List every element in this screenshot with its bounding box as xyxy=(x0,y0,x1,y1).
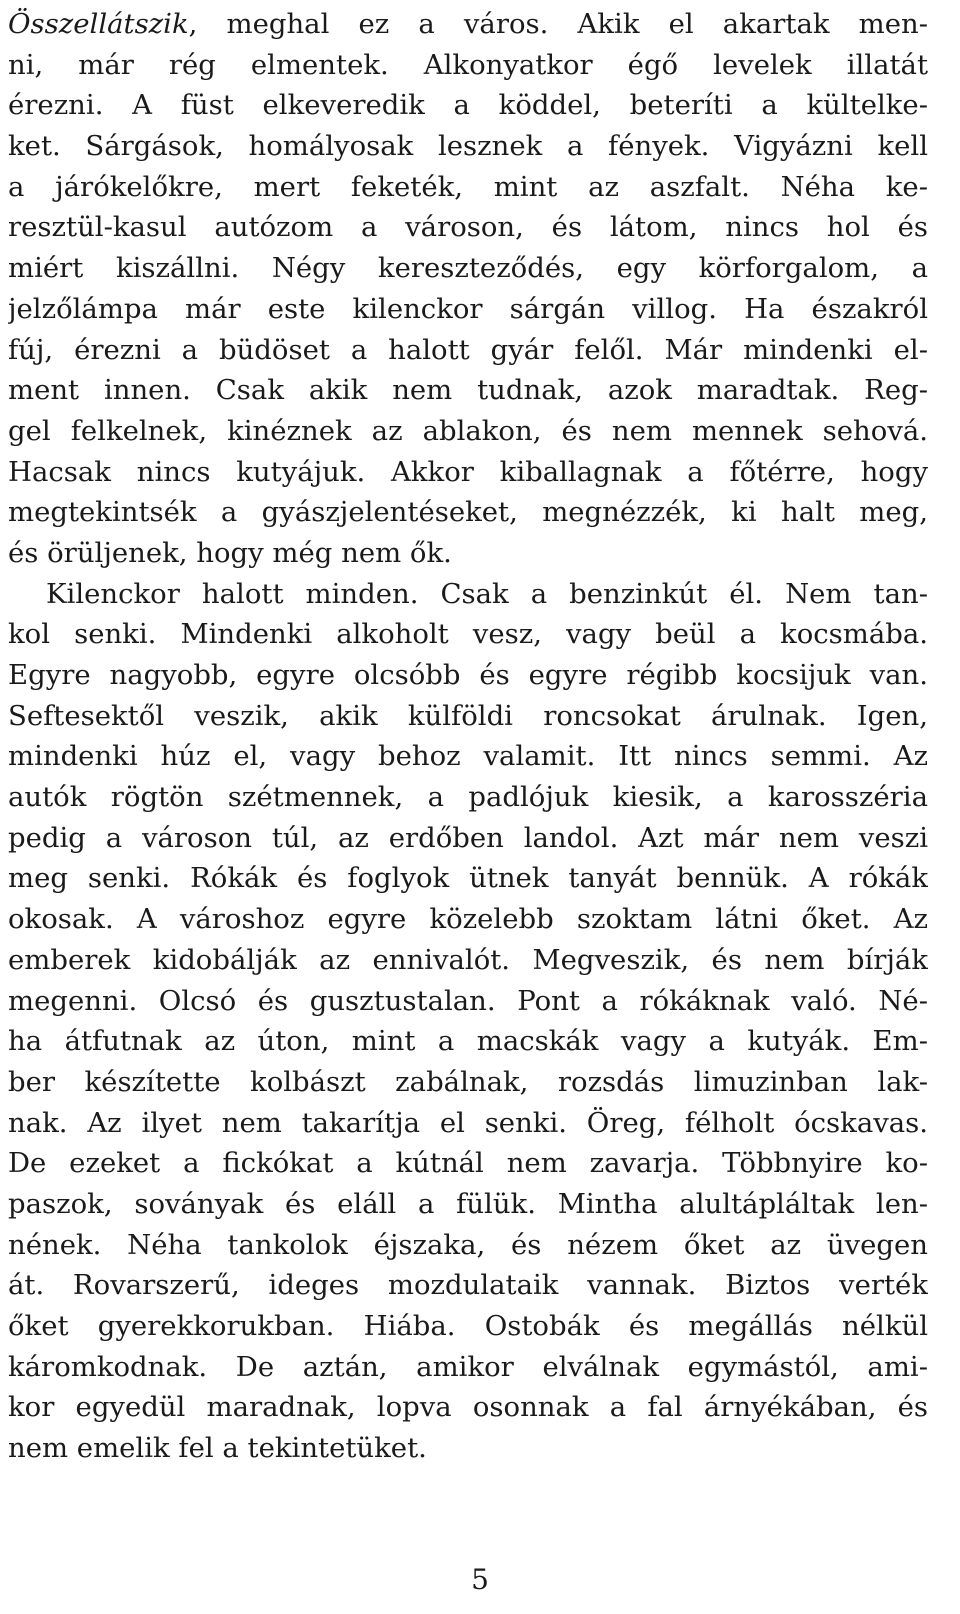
text-line: Kilenckor halott minden. Csak a benzinkút él. Nem tan- xyxy=(46,577,928,610)
text-line: fúj, érezni a büdöset a halott gyár felől. Már mindenki el- xyxy=(8,333,928,366)
paragraph-2 xyxy=(8,574,928,1469)
text-line: autók rögtön szétmennek, a padlójuk kiesik, a karosszéria xyxy=(8,781,928,814)
text-line: kor egyedül maradnak, lopva osonnak a fal árnyékában, és xyxy=(8,1391,928,1424)
text-line: miért kiszállni. Négy kereszteződés, egy körforgalom, a xyxy=(8,252,928,285)
italic-opening-word: Összellátszik xyxy=(8,8,189,40)
text-line: nének. Néha tankolok éjszaka, és nézem őket az üvegen xyxy=(8,1228,928,1261)
text-line: Egyre nagyobb, egyre olcsóbb és egyre régibb kocsijuk van. xyxy=(8,659,928,691)
text-line: megenni. Olcsó és gusztustalan. Pont a rókáknak való. Né- xyxy=(8,984,928,1017)
text-line: paszok, soványak és eláll a fülük. Mintha alultápláltak len- xyxy=(8,1187,928,1220)
text-line: meg senki. Rókák és foglyok ütnek tanyát bennük. A rókák xyxy=(8,862,928,895)
text-line: kol senki. Mindenki alkoholt vesz, vagy beül a kocsmába. xyxy=(8,618,928,651)
text-line: pedig a városon túl, az erdőben landol. Azt már nem veszi xyxy=(8,821,928,854)
text-line: káromkodnak. De aztán, amikor elválnak egymástól, ami- xyxy=(8,1350,928,1383)
text-line: nem emelik fel a tekintetüket. xyxy=(8,1432,427,1465)
text-line: nak. Az ilyet nem takarítja el senki. Öreg, félholt ócskavas. xyxy=(8,1106,928,1139)
text-line: ket. Sárgások, homályosak lesznek a fények. Vigyázni kell xyxy=(8,130,928,163)
text-line: gel felkelnek, kinéznek az ablakon, és nem mennek sehová. xyxy=(8,414,928,447)
text-line: érezni. A füst elkeveredik a köddel, beteríti a kültelke- xyxy=(8,89,928,122)
text-line: át. Rovarszerű, ideges mozdulataik vannak. Biztos verték xyxy=(8,1269,928,1302)
text-line: De ezeket a fickókat a kútnál nem zavarja. Többnyire ko- xyxy=(8,1147,928,1180)
text-line: Seftesektől veszik, akik külföldi roncsokat árulnak. Igen, xyxy=(8,699,928,732)
paragraph-1 xyxy=(8,4,928,574)
text-line: mindenki húz el, vagy behoz valamit. Itt nincs semmi. Az xyxy=(8,740,928,773)
text-line: a járókelőkre, mert feketék, mint az aszfalt. Néha ke- xyxy=(8,170,928,203)
text-line: resztül-kasul autózom a városon, és látom, nincs hol és xyxy=(8,211,928,244)
text-line: ber készítette kolbászt zabálnak, rozsdás limuzinban lak- xyxy=(8,1065,928,1098)
text-line: és örüljenek, hogy még nem ők. xyxy=(8,536,452,569)
text-line: jelzőlámpa már este kilenckor sárgán villog. Ha északról xyxy=(8,292,928,325)
text-line: ni, már rég elmentek. Alkonyatkor égő levelek illatát xyxy=(8,48,928,81)
page-number: 5 xyxy=(471,1563,489,1596)
text-line: ment innen. Csak akik nem tudnak, azok maradtak. Reg- xyxy=(8,374,928,407)
text-line: emberek kidobálják az ennivalót. Megveszik, és nem bírják xyxy=(8,943,928,976)
text-line: okosak. A városhoz egyre közelebb szoktam látni őket. Az xyxy=(8,903,928,936)
text-line: Hacsak nincs kutyájuk. Akkor kiballagnak a főtérre, hogy xyxy=(8,455,928,488)
text-line: ha átfutnak az úton, mint a macskák vagy a kutyák. Em- xyxy=(8,1025,928,1058)
text-line: megtekintsék a gyászjelentéseket, megnézzék, ki halt meg, xyxy=(8,496,928,529)
text-line: Összellátszik, meghal ez a város. Akik el akartak men- xyxy=(8,8,928,40)
document-page xyxy=(8,4,928,1469)
text-line: őket gyerekkorukban. Hiába. Ostobák és megállás nélkül xyxy=(8,1310,928,1342)
